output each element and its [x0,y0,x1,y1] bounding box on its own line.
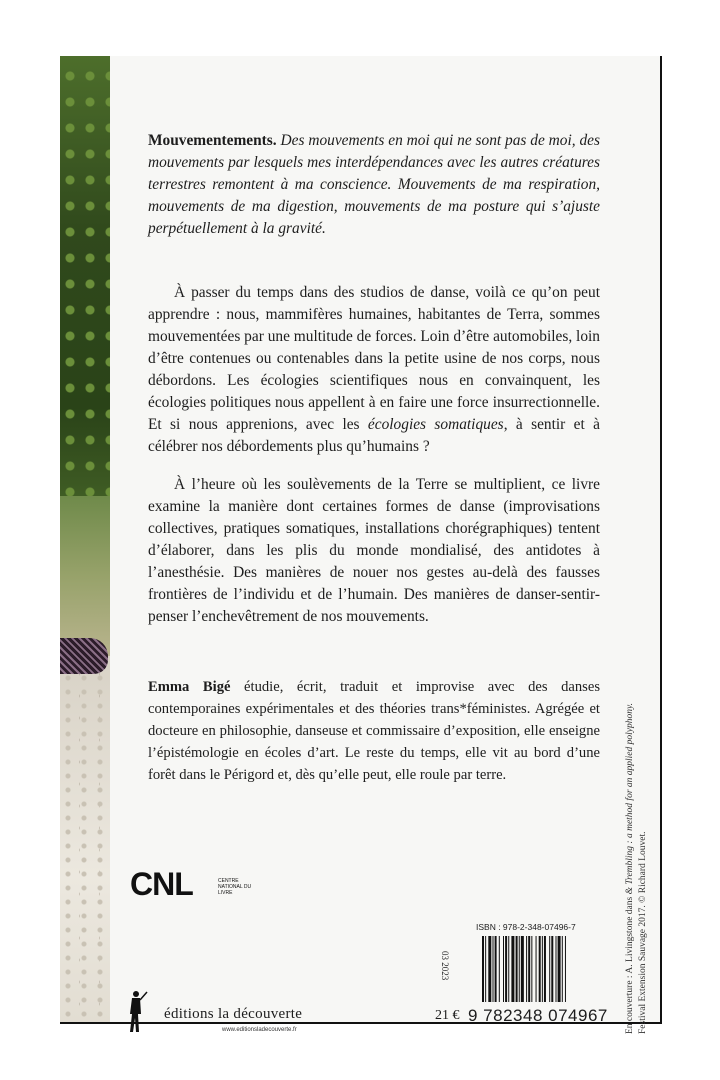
barcode-bar [551,936,553,1002]
barcode-bar [482,936,484,1002]
cover-credit-line-1-italic: & Trembling : a method for an applied polyphony. [625,702,635,895]
intro-italic-text: Des mouvements en moi qui ne sont pas de moi, des mouvements par lesquels mes interdépendances avec les autres créatures terrestres remontent à ma conscience. Mouvements de ma respiration, mouvements de ma digestion, mouvements de ma posture qui s’ajuste perpétuellement à la gravité. [148,132,600,237]
cover-photo-strip [60,56,110,1022]
intro-term: Mouvementements. [148,132,277,149]
hedge-image [60,56,110,496]
book-back-cover [60,56,662,1034]
grass-image [60,496,110,656]
barcode-bar [558,936,561,1002]
barcode-bar [544,936,546,1002]
barcode-bar [556,936,557,1002]
publisher-url: www.editionsladecouverte.fr [222,1027,297,1033]
barcode-bar [536,936,537,1002]
cnl-logo-letters: CNL [130,866,193,902]
barcode-bar [516,936,518,1002]
barcode-bar [495,936,497,1002]
isbn: ISBN : 978-2-348-07496-7 [476,922,576,932]
cover-credit-line-1 [624,614,637,1034]
publisher-name: éditions la découverte [164,1006,303,1022]
barcode [480,936,602,1002]
barcode-bar [528,936,530,1002]
cover-credit [624,614,650,1034]
barcode-bar [503,936,504,1002]
intro-paragraph [148,130,600,240]
gravel-image [60,656,110,1022]
body-paragraph-1-emphasis: écologies somatiques [367,416,504,433]
author-bio [148,676,600,786]
shoe-image [60,638,108,674]
cnl-logo-subtitle: CENTRE NATIONAL DU LIVRE [218,878,252,896]
barcode-bar [499,936,500,1002]
barcode-bar [542,936,543,1002]
barcode-bar [505,936,507,1002]
barcode-bar [493,936,494,1002]
barcode-bar [562,936,563,1002]
print-date: 03 2023 [440,951,450,981]
barcode-bar [531,936,532,1002]
price: 21 € [435,1008,460,1023]
barcode-bar [511,936,514,1002]
barcode-bar [508,936,509,1002]
barcode-bar [549,936,550,1002]
cover-credit-line-2: Festival Extension Sauvage 2017. © Richard Louvet. [638,831,648,1034]
body-paragraph-1-b: , à sentir et à célébrer nos débordements plus qu’humains ? [148,416,600,455]
body-paragraph-1-a: À passer du temps dans des studios de danse, voilà ce qu’on peut apprendre : nous, mammifères humaines, habitantes de Terra, sommes mouvementées par une multitude de forces. Loin d’être automobiles, loin d’être contenues ou contenables dans la petite usine de nos corps, nous débordons. Les écologies scientifiques nous en convainquent, les écologies politiques nous appellent à en faire une force insurrectionnelle. Et si nous apprenions, avec les [148,284,600,433]
cover-credit-line-1-a: En couverture : A. Livingstone dans [625,894,635,1034]
barcode-bar [526,936,527,1002]
barcode-bar [488,936,491,1002]
barcode-bar [519,936,520,1002]
body-paragraph-1 [148,282,600,458]
cnl-logo [130,866,252,903]
barcode-bar [565,936,566,1002]
barcode-digits: 9 782348 074967 [468,1006,608,1025]
author-name: Emma Bigé [148,679,231,695]
barcode-bar [485,936,486,1002]
author-bio-text: étudie, écrit, traduit et improvise avec des danses contemporaines expérimentales et des théories trans*féministes. Agrégée et docteure en philosophie, danseuse et commissaire d’exposition, elle enseigne l’épistémologie en écoles d’art. Le reste du temps, elle vit au bord d’une forêt dans le Périgord et, dès qu’elle peut, elle roule par terre. [148,679,600,783]
body-paragraph-2: À l’heure où les soulèvements de la Terre se multiplient, ce livre examine la manière dont certaines formes de danse (improvisations collectives, pratiques somatiques, installations chorégraphiques) tentent d’élaborer, dans les plis du monde mondialisé, des antidotes à l’anesthésie. Des manières de nouer nos gestes au-delà des fausses frontières de l’individu et de l’humain. Des manières de danser-sentir-penser l’enchevêtrement de nos mouvements. [148,476,600,625]
publisher-figure-icon [126,988,148,1036]
barcode-bar [521,936,524,1002]
barcode-bar [539,936,541,1002]
